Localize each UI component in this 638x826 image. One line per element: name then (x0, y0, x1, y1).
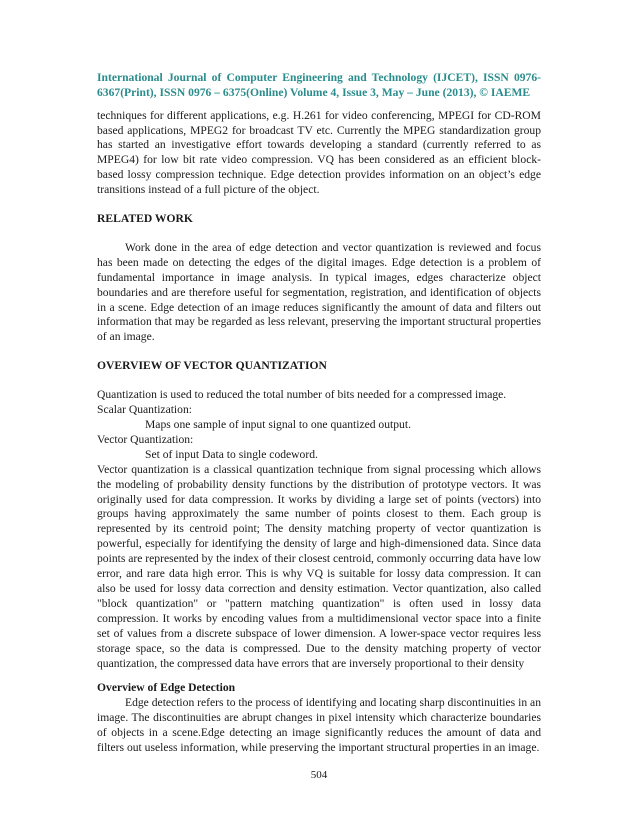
vq-intro-line: Quantization is used to reduced the total number of bits needed for a compressed image. (97, 388, 507, 402)
vector-quantization-description: Set of input Data to single codeword. (145, 447, 318, 461)
related-work-heading: RELATED WORK (97, 212, 193, 226)
edge-detection-paragraph: Edge detection refers to the process of identifying and locating sharp discontinuities in an image. The discontinuities are abrupt changes in pixel intensity which characterize boundaries of objects in a scene.Edge detecting an image significantly reduces the amount of data and filters out useless information, while preserving the important structural properties in an image. (97, 696, 541, 755)
journal-header: International Journal of Computer Engineering and Technology (IJCET), ISSN 0976-6367(Print), ISSN 0976 – 6375(Online) Volume 4, Issue 3, May – June (2013), © IAEME (97, 71, 541, 100)
vq-overview-section (97, 388, 541, 671)
intro-paragraph: techniques for different applications, e.g. H.261 for video conferencing, MPEGI for CD-ROM based applications, MPEG2 for broadcast TV etc. Currently the MPEG standardization group has started an investigative effort towards developing a standard (currently referred to as MPEG4) for low bit rate video compression. VQ has been considered as an efficient block-based lossy compression technique. Edge detection provides information on an object’s edge transitions instead of a full picture of the object. (97, 108, 541, 197)
scalar-quantization-label: Scalar Quantization: (97, 403, 192, 417)
vq-overview-heading: OVERVIEW OF VECTOR QUANTIZATION (97, 359, 327, 373)
edge-detection-heading: Overview of Edge Detection (97, 681, 236, 695)
vector-quantization-label: Vector Quantization: (97, 432, 194, 446)
vq-body-paragraph: Vector quantization is a classical quantization technique from signal processing which allows the modeling of probability density functions by the distribution of prototype vectors. It was originally used for data compression. It works by dividing a large set of points (vectors) into groups having approximately the same number of points closest to them. Each group is represented by its centroid point; The density matching property of vector quantization is powerful, especially for identifying the density of large and high-dimensioned data. Since data points are represented by the index of their closest centroid, commonly occurring data have low error, and rare data high error. This is why VQ is suitable for lossy data compression. It can also be used for lossy data correction and density estimation. Vector quantization, also called "block quantization" or "pattern matching quantization" is often used in lossy data compression. It works by encoding values from a multidimensional vector space into a finite set of values from a discrete subspace of lower dimension. A lower-space vector requires less storage space, so the data is compressed. Due to the density matching property of vector quantization, the compressed data have errors that are inversely proportional to their density (97, 462, 541, 670)
page-content (97, 70, 541, 756)
page-number: 504 (310, 769, 328, 781)
scalar-quantization-description: Maps one sample of input signal to one quantized output. (145, 418, 411, 431)
related-work-paragraph: Work done in the area of edge detection and vector quantization is reviewed and focus has been made on detecting the edges of the digital images. Edge detection is a problem of fundamental importance in image analysis. In typical images, edges characterize object boundaries and are therefore useful for segmentation, registration, and identification of objects in a scene. Edge detection of an image reduces significantly the amount of data and filters out information that may be regarded as less relevant, preserving the important structural properties of an image. (97, 240, 541, 344)
